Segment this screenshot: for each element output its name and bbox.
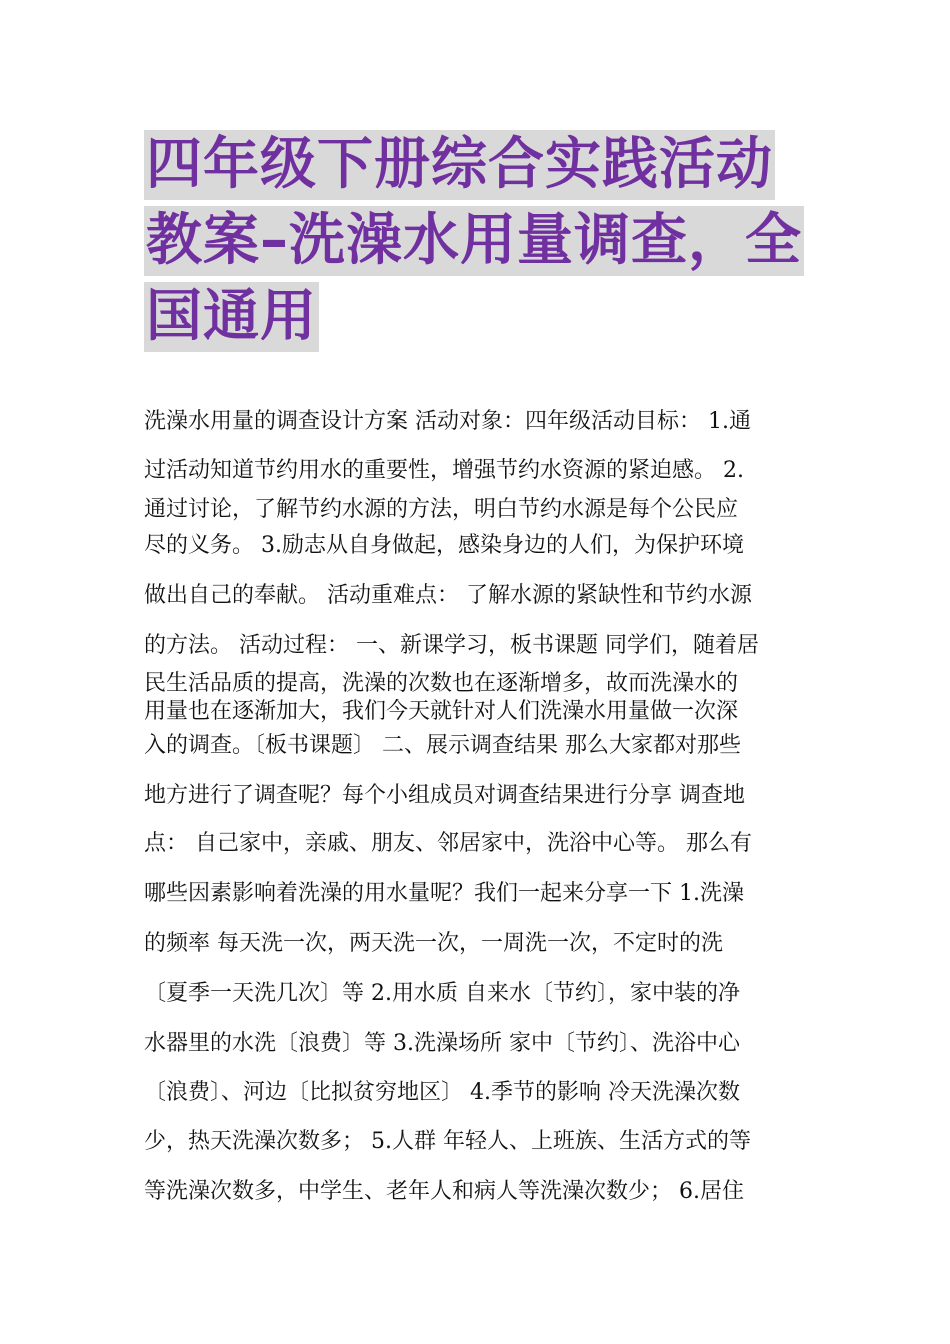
title-line (144, 206, 814, 282)
title-line-text: 四年级下册综合实践活动 (144, 130, 775, 200)
body-line: 水器里的水洗〔浪费〕等 3.洗澡场所 家中〔节约〕、洗浴中心 (144, 1031, 740, 1056)
body-line: 民生活品质的提高，洗澡的次数也在逐渐增多，故而洗澡水的 (144, 671, 739, 696)
title-line (144, 282, 814, 358)
body-line: 哪些因素影响着洗澡的用水量呢？我们一起来分享一下 1.洗澡 (144, 881, 744, 906)
body-line: 等洗澡次数多，中学生、老年人和病人等洗澡次数少； 6.居住 (144, 1179, 744, 1204)
body-line: 点： 自己家中，亲戚、朋友、邻居家中，洗浴中心等。 那么有 (144, 831, 752, 856)
body-line: 做出自己的奉献。 活动重难点： 了解水源的紧缺性和节约水源 (144, 583, 752, 608)
body-line: 通过讨论，了解节约水源的方法，明白节约水源是每个公民应 (144, 497, 739, 522)
body-line: 地方进行了调查呢？每个小组成员对调查结果进行分享 调查地 (144, 783, 745, 808)
body-line: 用量也在逐渐加大，我们今天就针对人们洗澡水用量做一次深 (144, 699, 739, 724)
title-line (144, 130, 814, 206)
body-line: 〔夏季一天洗几次〕等 2.用水质 自来水〔节约〕，家中装的净 (144, 981, 740, 1006)
body-line: 入的调查。〔板书课题〕 二、展示调查结果 那么大家都对那些 (144, 733, 741, 758)
body-line: 洗澡水用量的调查设计方案 活动对象：四年级活动目标： 1.通 (144, 409, 751, 434)
document-title (144, 130, 814, 358)
body-line: 少，热天洗澡次数多； 5.人群 年轻人、上班族、生活方式的等 (144, 1129, 751, 1154)
body-line: 〔浪费〕、河边〔比拟贫穷地区〕 4.季节的影响 冷天洗澡次数 (144, 1080, 740, 1105)
body-line: 过活动知道节约用水的重要性，增强节约水资源的紧迫感。 2. (144, 458, 744, 483)
body-line: 尽的义务。 3.励志从自身做起，感染身边的人们，为保护环境 (144, 533, 744, 558)
body-line: 的方法。 活动过程： 一、新课学习，板书课题 同学们，随着居 (144, 633, 759, 658)
title-line-text: 教案–洗澡水用量调查，全 (144, 206, 804, 276)
title-line-text: 国通用 (144, 282, 319, 352)
body-line: 的频率 每天洗一次，两天洗一次，一周洗一次，不定时的洗 (144, 931, 723, 956)
